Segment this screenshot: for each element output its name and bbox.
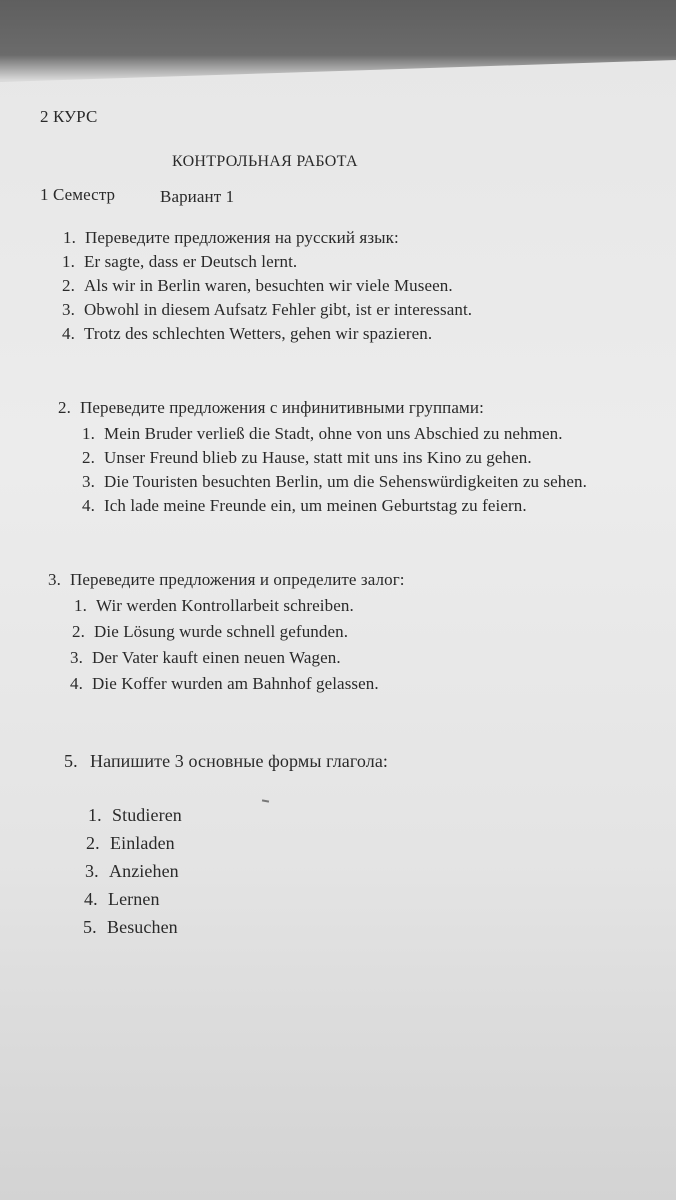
task-5-heading: [64, 751, 388, 772]
item-text: Mein Bruder verließ die Stadt, ohne von uns Abschied zu nehmen.: [104, 424, 563, 443]
item-number: 5.: [83, 917, 97, 937]
task-1-heading: [63, 228, 399, 248]
task-2-heading: [58, 398, 484, 418]
task-heading-text: Переведите предложения с инфинитивными группами:: [80, 398, 484, 417]
item-number: 1.: [82, 424, 95, 443]
item-text: Die Lösung wurde schnell gefunden.: [94, 622, 349, 641]
item-number: 2.: [72, 622, 85, 641]
task-5-item-5: [83, 917, 178, 938]
item-text: Die Koffer wurden am Bahnhof gelassen.: [92, 674, 379, 693]
item-number: 3.: [62, 300, 75, 319]
task-number: 2.: [58, 398, 71, 417]
task-3-heading: [48, 570, 405, 590]
task-3-item-3: [70, 648, 341, 668]
task-2-item-2: [82, 448, 532, 468]
item-number: 1.: [74, 596, 87, 615]
task-heading-text: Переведите предложения на русский язык:: [85, 228, 399, 247]
task-3-item-1: [74, 596, 354, 616]
document-title: КОНТРОЛЬНАЯ РАБОТА: [172, 153, 358, 170]
item-number: 3.: [85, 861, 99, 881]
task-5-item-1: [88, 805, 182, 826]
item-number: 2.: [86, 833, 100, 853]
item-number: 2.: [62, 276, 75, 295]
task-2-item-3: [82, 472, 587, 492]
item-number: 4.: [84, 889, 98, 909]
variant-label: Вариант 1: [160, 187, 235, 206]
item-text: Studieren: [112, 805, 182, 825]
item-text: Unser Freund blieb zu Hause, statt mit uns ins Kino zu gehen.: [104, 448, 532, 467]
task-number: 5.: [64, 751, 78, 771]
task-1-item-3: [62, 300, 472, 320]
item-number: 4.: [70, 674, 83, 693]
course-label: 2 КУРС: [40, 107, 98, 126]
item-number: 3.: [70, 648, 83, 667]
item-text: Ich lade meine Freunde ein, um meinen Geburtstag zu feiern.: [104, 496, 527, 515]
task-heading-text: Переведите предложения и определите залог:: [70, 570, 405, 589]
task-3-item-4: [70, 674, 379, 694]
item-number: 4.: [82, 496, 95, 515]
item-text: Wir werden Kontrollarbeit schreiben.: [96, 596, 354, 615]
task-5-item-2: [86, 833, 175, 854]
task-1-item-2: [62, 276, 453, 296]
item-number: 3.: [82, 472, 95, 491]
item-number: 2.: [82, 448, 95, 467]
task-1-item-1: [62, 252, 297, 272]
task-2-item-4: [82, 496, 527, 516]
task-number: 3.: [48, 570, 61, 589]
task-5-item-3: [85, 861, 179, 882]
task-3-item-2: [72, 622, 348, 642]
item-text: Der Vater kauft einen neuen Wagen.: [92, 648, 341, 667]
task-5-item-4: [84, 889, 160, 910]
task-heading-text: Напишите 3 основные формы глагола:: [90, 751, 389, 771]
item-text: Besuchen: [107, 917, 178, 937]
task-2-item-1: [82, 424, 563, 444]
task-1-item-4: [62, 324, 432, 344]
item-text: Als wir in Berlin waren, besuchten wir viele Museen.: [84, 276, 453, 295]
item-number: 1.: [62, 252, 75, 271]
item-text: Einladen: [110, 833, 175, 853]
semester-label: 1 Семестр: [40, 185, 116, 204]
item-text: Die Touristen besuchten Berlin, um die Sehenswürdigkeiten zu sehen.: [104, 472, 587, 491]
item-number: 1.: [88, 805, 102, 825]
item-text: Lernen: [108, 889, 160, 909]
item-text: Obwohl in diesem Aufsatz Fehler gibt, ist er interessant.: [84, 300, 473, 319]
task-number: 1.: [63, 228, 76, 247]
item-number: 4.: [62, 324, 75, 343]
item-text: Anziehen: [109, 861, 179, 881]
item-text: Trotz des schlechten Wetters, gehen wir spazieren.: [84, 324, 433, 343]
item-text: Er sagte, dass er Deutsch lernt.: [84, 252, 298, 271]
